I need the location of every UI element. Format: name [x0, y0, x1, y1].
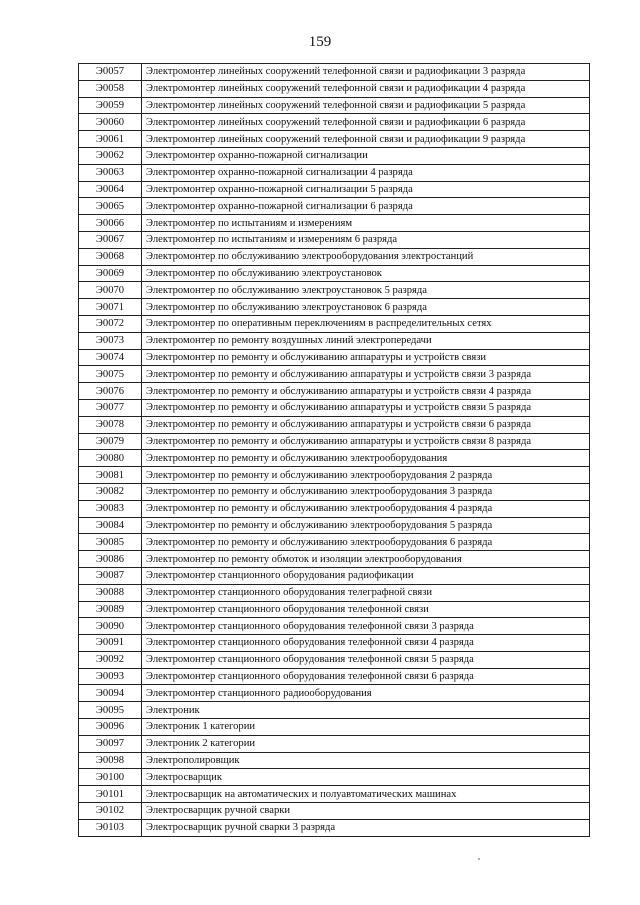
table-row — [79, 803, 590, 820]
profession-code: Э0062 — [79, 147, 142, 164]
table-row — [79, 433, 590, 450]
table-row — [79, 769, 590, 786]
table-row — [79, 315, 590, 332]
profession-code: Э0095 — [79, 702, 142, 719]
profession-name: Электромонтер по ремонту воздушных линий электропередачи — [142, 332, 590, 349]
table-row — [79, 567, 590, 584]
table-row — [79, 483, 590, 500]
table-row — [79, 719, 590, 736]
profession-code: Э0064 — [79, 181, 142, 198]
profession-code: Э0063 — [79, 164, 142, 181]
table-row — [79, 147, 590, 164]
table-row — [79, 416, 590, 433]
page-number: 159 — [308, 34, 332, 50]
profession-name: Электромонтер линейных сооружений телефонной связи и радиофикации 5 разряда — [142, 97, 590, 114]
profession-code: Э0097 — [79, 735, 142, 752]
profession-code: Э0077 — [79, 399, 142, 416]
profession-name: Электромонтер охранно-пожарной сигнализации 4 разряда — [142, 164, 590, 181]
profession-name: Электромонтер станционного оборудования телеграфной связи — [142, 584, 590, 601]
profession-name: Электромонтер по испытаниям и измерениям 6 разряда — [142, 231, 590, 248]
profession-name: Электромонтер по ремонту и обслуживанию электрооборудования 6 разряда — [142, 534, 590, 551]
profession-code: Э0079 — [79, 433, 142, 450]
table-row — [79, 399, 590, 416]
profession-name: Электромонтер по обслуживанию электроустановок 5 разряда — [142, 282, 590, 299]
profession-name: Электромонтер станционного оборудования телефонной связи 5 разряда — [142, 651, 590, 668]
profession-name: Электромонтер по ремонту и обслуживанию аппаратуры и устройств связи 8 разряда — [142, 433, 590, 450]
table-row — [79, 702, 590, 719]
profession-name: Электромонтер по ремонту и обслуживанию аппаратуры и устройств связи 6 разряда — [142, 416, 590, 433]
table-row — [79, 332, 590, 349]
profession-name: Электромонтер линейных сооружений телефонной связи и радиофикации 4 разряда — [142, 80, 590, 97]
table-row — [79, 786, 590, 803]
profession-name: Электромонтер по ремонту и обслуживанию аппаратуры и устройств связи — [142, 349, 590, 366]
table-row — [79, 735, 590, 752]
profession-code: Э0094 — [79, 685, 142, 702]
profession-code: Э0088 — [79, 584, 142, 601]
profession-code: Э0059 — [79, 97, 142, 114]
profession-code: Э0089 — [79, 601, 142, 618]
table-row — [79, 164, 590, 181]
profession-name: Электромонтер по ремонту и обслуживанию аппаратуры и устройств связи 5 разряда — [142, 399, 590, 416]
table-row — [79, 551, 590, 568]
profession-code: Э0084 — [79, 517, 142, 534]
profession-code: Э0071 — [79, 299, 142, 316]
profession-code: Э0072 — [79, 315, 142, 332]
table-row — [79, 80, 590, 97]
profession-code: Э0068 — [79, 248, 142, 265]
profession-code: Э0065 — [79, 198, 142, 215]
profession-name: Электромонтер по ремонту и обслуживанию электрооборудования 4 разряда — [142, 500, 590, 517]
table-row — [79, 500, 590, 517]
profession-code: Э0091 — [79, 635, 142, 652]
profession-code: Э0098 — [79, 752, 142, 769]
table-row — [79, 131, 590, 148]
profession-code: Э0081 — [79, 467, 142, 484]
profession-code: Э0058 — [79, 80, 142, 97]
profession-code: Э0085 — [79, 534, 142, 551]
profession-name: Электромонтер по ремонту и обслуживанию электрооборудования 2 разряда — [142, 467, 590, 484]
profession-name: Электромонтер охранно-пожарной сигнализации 6 разряда — [142, 198, 590, 215]
table-row — [79, 181, 590, 198]
profession-code: Э0067 — [79, 231, 142, 248]
table-row — [79, 601, 590, 618]
profession-name: Электромонтер по испытаниям и измерениям — [142, 215, 590, 232]
table-row — [79, 215, 590, 232]
profession-code: Э0082 — [79, 483, 142, 500]
profession-code: Э0060 — [79, 114, 142, 131]
profession-name: Электроник — [142, 702, 590, 719]
table-row — [79, 383, 590, 400]
table-row — [79, 231, 590, 248]
profession-name: Электромонтер по ремонту и обслуживанию электрооборудования 3 разряда — [142, 483, 590, 500]
table-row — [79, 668, 590, 685]
table-row — [79, 752, 590, 769]
profession-name: Электромонтер по обслуживанию электрооборудования электростанций — [142, 248, 590, 265]
table-row — [79, 584, 590, 601]
profession-code: Э0073 — [79, 332, 142, 349]
profession-name: Электромонтер станционного оборудования телефонной связи — [142, 601, 590, 618]
scan-speck — [478, 858, 480, 860]
table-row — [79, 651, 590, 668]
table-row — [79, 517, 590, 534]
profession-code: Э0057 — [79, 64, 142, 81]
profession-name: Электромонтер по ремонту и обслуживанию электрооборудования — [142, 450, 590, 467]
table-row — [79, 349, 590, 366]
table-row — [79, 114, 590, 131]
table-row — [79, 534, 590, 551]
profession-name: Электросварщик ручной сварки — [142, 803, 590, 820]
profession-code: Э0074 — [79, 349, 142, 366]
profession-code: Э0100 — [79, 769, 142, 786]
profession-name: Электромонтер линейных сооружений телефонной связи и радиофикации 9 разряда — [142, 131, 590, 148]
table-row — [79, 467, 590, 484]
profession-name: Электромонтер по ремонту обмоток и изоляции электрооборудования — [142, 551, 590, 568]
table-row — [79, 97, 590, 114]
profession-code: Э0070 — [79, 282, 142, 299]
profession-name: Электромонтер станционного радиооборудования — [142, 685, 590, 702]
profession-name: Электрополировщик — [142, 752, 590, 769]
profession-code-table — [78, 63, 590, 837]
profession-code: Э0066 — [79, 215, 142, 232]
profession-name: Электромонтер по ремонту и обслуживанию электрооборудования 5 разряда — [142, 517, 590, 534]
profession-code: Э0101 — [79, 786, 142, 803]
profession-code: Э0061 — [79, 131, 142, 148]
table-row — [79, 685, 590, 702]
profession-code: Э0083 — [79, 500, 142, 517]
table-row — [79, 299, 590, 316]
profession-name: Электромонтер по обслуживанию электроустановок — [142, 265, 590, 282]
profession-name: Электромонтер по ремонту и обслуживанию аппаратуры и устройств связи 3 разряда — [142, 366, 590, 383]
profession-code: Э0078 — [79, 416, 142, 433]
profession-code: Э0069 — [79, 265, 142, 282]
profession-code: Э0080 — [79, 450, 142, 467]
profession-code: Э0102 — [79, 803, 142, 820]
profession-name: Электромонтер по обслуживанию электроустановок 6 разряда — [142, 299, 590, 316]
profession-name: Электросварщик ручной сварки 3 разряда — [142, 819, 590, 836]
profession-code: Э0093 — [79, 668, 142, 685]
profession-code: Э0075 — [79, 366, 142, 383]
profession-name: Электромонтер станционного оборудования телефонной связи 3 разряда — [142, 618, 590, 635]
table-row — [79, 282, 590, 299]
profession-name: Электромонтер по оперативным переключениям в распределительных сетях — [142, 315, 590, 332]
profession-name: Электромонтер по ремонту и обслуживанию аппаратуры и устройств связи 4 разряда — [142, 383, 590, 400]
table-row — [79, 366, 590, 383]
profession-name: Электромонтер линейных сооружений телефонной связи и радиофикации 6 разряда — [142, 114, 590, 131]
profession-name: Электромонтер охранно-пожарной сигнализации 5 разряда — [142, 181, 590, 198]
profession-code: Э0090 — [79, 618, 142, 635]
profession-name: Электромонтер линейных сооружений телефонной связи и радиофикации 3 разряда — [142, 64, 590, 81]
table-row — [79, 198, 590, 215]
profession-code: Э0103 — [79, 819, 142, 836]
table-row — [79, 450, 590, 467]
table-row — [79, 64, 590, 81]
profession-name: Электромонтер охранно-пожарной сигнализации — [142, 147, 590, 164]
profession-code: Э0086 — [79, 551, 142, 568]
profession-name: Электроник 1 категории — [142, 719, 590, 736]
profession-name: Электромонтер станционного оборудования радиофикации — [142, 567, 590, 584]
table-row — [79, 635, 590, 652]
table-row — [79, 248, 590, 265]
table-body — [79, 64, 590, 837]
profession-name: Электромонтер станционного оборудования телефонной связи 6 разряда — [142, 668, 590, 685]
profession-code: Э0076 — [79, 383, 142, 400]
profession-name: Электроник 2 категории — [142, 735, 590, 752]
profession-code: Э0087 — [79, 567, 142, 584]
table-row — [79, 618, 590, 635]
profession-code: Э0096 — [79, 719, 142, 736]
profession-name: Электромонтер станционного оборудования телефонной связи 4 разряда — [142, 635, 590, 652]
profession-name: Электросварщик — [142, 769, 590, 786]
table-row — [79, 265, 590, 282]
profession-name: Электросварщик на автоматических и полуавтоматических машинах — [142, 786, 590, 803]
profession-code: Э0092 — [79, 651, 142, 668]
table-row — [79, 819, 590, 836]
